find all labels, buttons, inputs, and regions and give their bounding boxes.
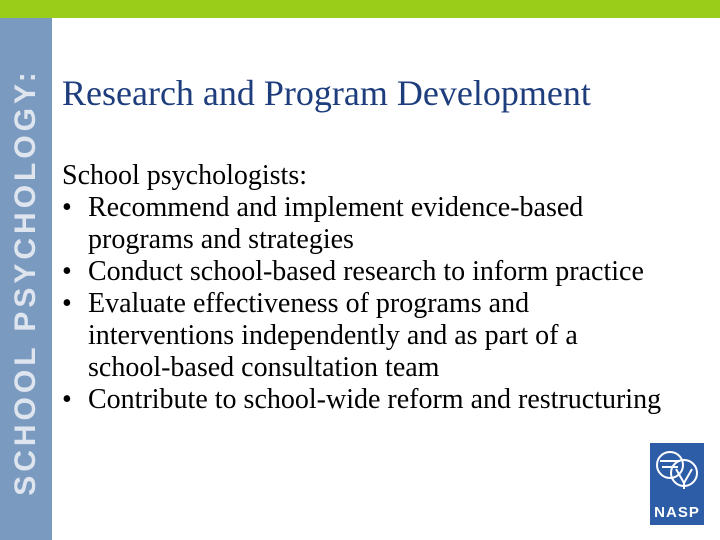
bullet-icon: • <box>62 384 72 415</box>
bullet-icon: • <box>62 288 72 319</box>
intro-text: School psychologists: <box>62 160 308 191</box>
bullet-icon: • <box>62 256 72 287</box>
bullet-text: Recommend and implement evidence-based programs and strategies <box>88 192 584 255</box>
nasp-logo <box>650 443 704 525</box>
bullet-text: Conduct school-based research to inform practice <box>88 256 644 287</box>
bullet-item <box>62 192 662 256</box>
slide-body <box>62 160 662 416</box>
nasp-logo-icon <box>650 443 704 503</box>
top-accent-bar <box>0 0 720 18</box>
bullet-item <box>62 288 662 384</box>
bullet-text: Contribute to school-wide reform and restructuring <box>88 384 662 415</box>
slide-title: Research and Program Development <box>62 73 591 113</box>
bullet-item <box>62 256 662 288</box>
bullet-text: Evaluate effectiveness of programs and interventions independently and as part of a school-based consultation team <box>88 288 578 383</box>
logo-text: NASP <box>654 504 700 521</box>
bullet-icon: • <box>62 192 72 223</box>
bullet-item <box>62 384 662 416</box>
bullet-list <box>62 192 662 416</box>
side-banner-text: SCHOOL PSYCHOLOGY: <box>9 68 42 496</box>
